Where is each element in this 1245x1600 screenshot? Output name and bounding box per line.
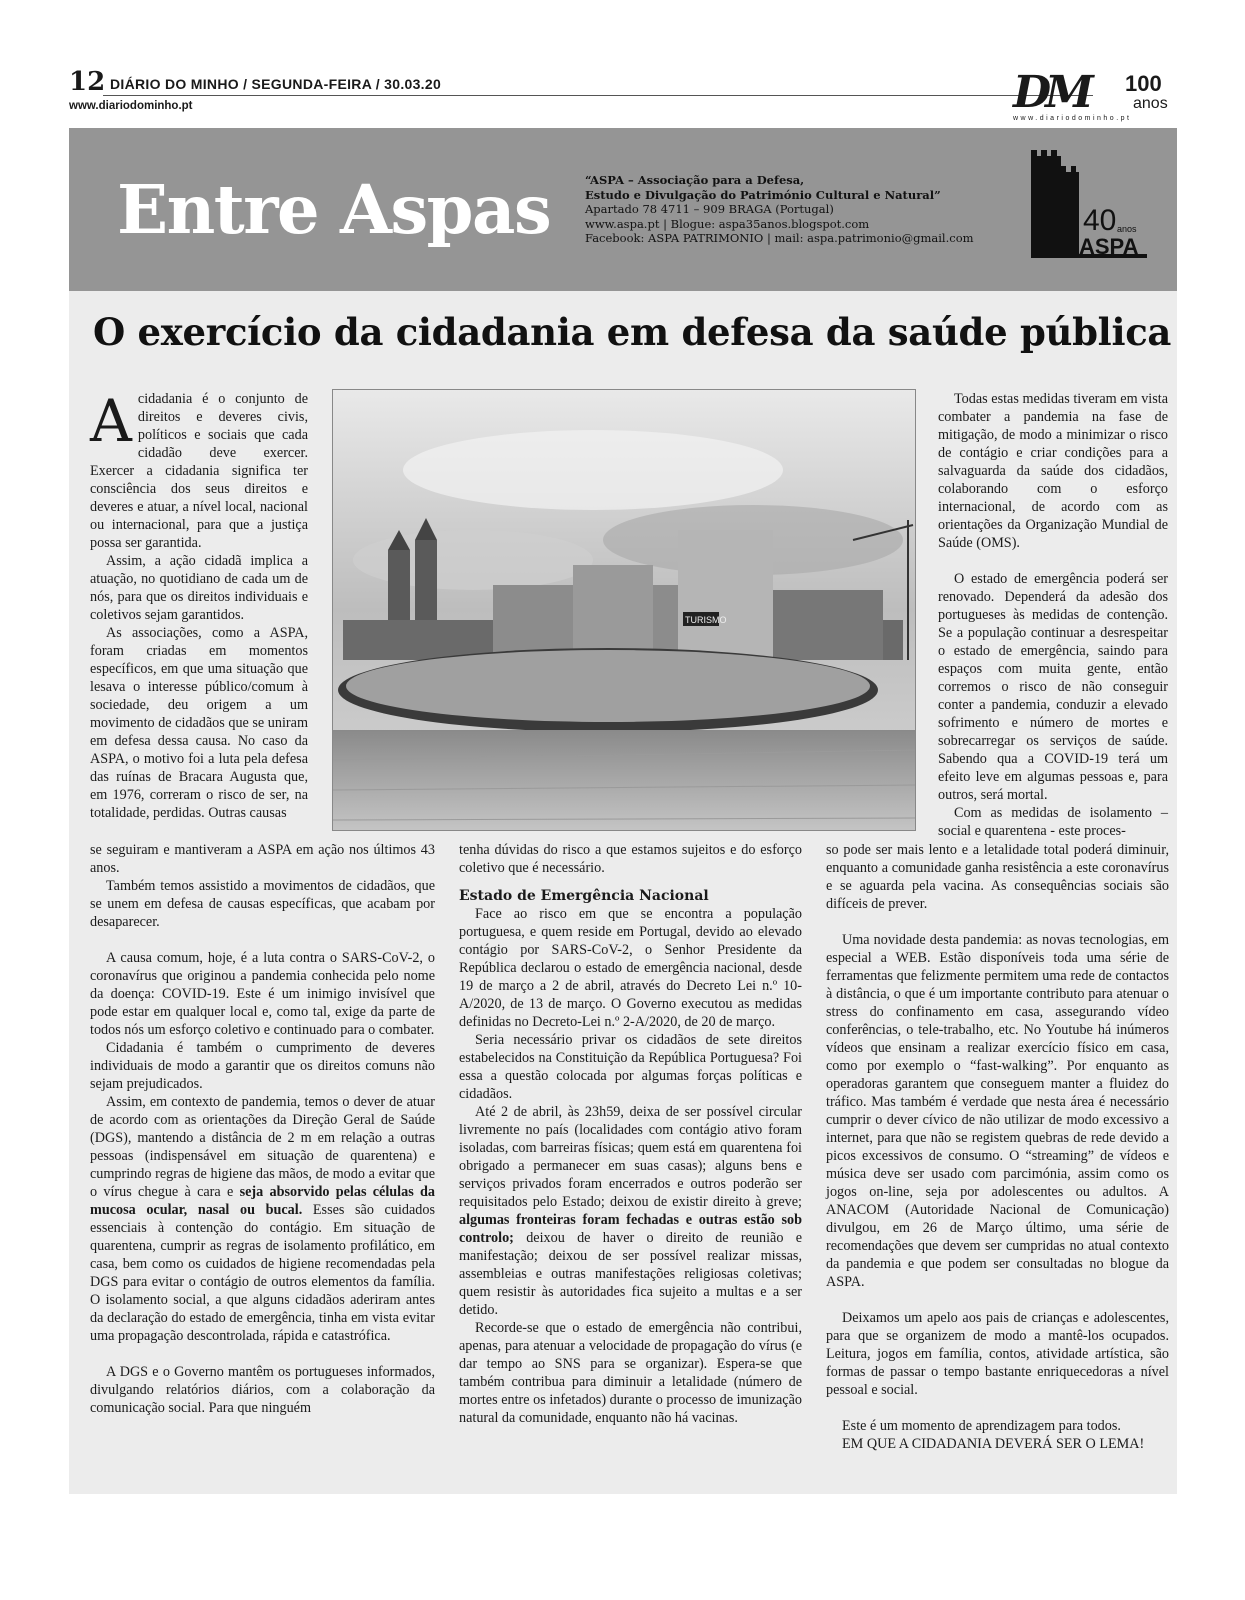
article-headline: O exercício da cidadania em defesa da saúde pública: [93, 310, 1172, 354]
aspa-logo: [1029, 148, 1149, 266]
drop-cap: A: [90, 387, 132, 455]
paragraph: Também temos assistido a movimentos de cidadãos, que se unem em defesa de causas específicas, que acabam por desaparecer.: [90, 878, 435, 930]
bold-phrase: algumas fronteiras foram fechadas e outras estão sob controlo;: [459, 1212, 802, 1246]
badge-number: 40: [1083, 204, 1117, 237]
paragraph: so pode ser mais lento e a letalidade total poderá diminuir, enquanto a comunidade ganha resistência a este coronavírus e se aguarda pela vacina. As consequências sociais são difíceis de prever.: [826, 842, 1169, 912]
paragraph-text: Assim, em contexto de pandemia, temos o dever de atuar de acordo com as orientações da Direção Geral de Saúde (DGS), mantendo a distância de 2 m em relação a outras pessoas (indispensável em situação de quarentena) e cumprindo regras de higiene das mãos, de modo a evitar que o vírus chegue à cara e: [90, 1094, 435, 1200]
page-number: 12: [69, 67, 106, 97]
badge-name: ASPA: [1079, 234, 1139, 259]
paragraph: Cidadania é também o cumprimento de deveres individuais de modo a garantir que os direitos comuns não sejam prejudicados.: [90, 1040, 435, 1092]
city-square-photo: [333, 390, 915, 830]
paragraph: Todas estas medidas tiveram em vista combater a pandemia na fase de mitigação, de modo a minimizar o risco de contágio e criar condições para a salvaguarda da saúde dos cidadãos, colaborando com o esforço internacional, de acordo com as orientações da Organização Mundial de Saúde (OMS).: [938, 391, 1168, 551]
badge-anos: anos: [1117, 224, 1137, 234]
closing-line: EM QUE A CIDADANIA DEVERÁ SER O LEMA!: [842, 1436, 1145, 1452]
article-frame: [69, 128, 1177, 1494]
paragraph: A DGS e o Governo mantêm os portugueses informados, divulgando relatórios diários, com a colaboração da comunicação social. Para que ninguém: [90, 1364, 435, 1416]
publication-name: DIÁRIO DO MINHO /: [110, 76, 248, 92]
paragraph: Uma novidade desta pandemia: as novas tecnologias, em especial a WEB. Estão disponíveis toda uma série de ferramentas que felizmente permitem uma rede de contactos à distância, o que é um importante contributo para atenuar o stress do confinamento em casa, assegurando vídeo conferências, o tele-trabalho, etc. No Youtube há inúmeros vídeos que ensinam a realizar exercício físico em casa, como por exemplo o “fast-walking”. Por enquanto as operadoras garantem que conseguem manter a fluidez do tráfico. Mas também é verdade que nesta área é necessário cumprir o dever cívico de não utilizar de modo excessivo a internet, para que não se registem quebras de rede devido a picos excessivos de consumo. O “streaming” de vídeos e música deve ser usado com parcimónia, assim como os jogos on-line, seja por adolescentes ou adultos. A ANACOM (Autoridade Nacional de Comunicação) divulgou, em 26 de Março último, uma série de recomendações que devem ser cumpridas no atual contexto da pandemia e que podem ser consultadas no blogue da ASPA.: [826, 932, 1169, 1290]
article-photo: [332, 389, 916, 831]
paragraph: [459, 1103, 802, 1319]
column-2: [459, 841, 802, 1427]
paragraph: O estado de emergência poderá ser renovado. Dependerá da adesão dos portugueses às medidas de contenção. Se a população continuar a desrespeitar o estado de emergência, saindo para espaços com muita gente, então corremos o risco de não conseguir conter a pandemia, conduzir a elevado sofrimento e número de mortes e sobrecarregar os serviços de saúde. Sabendo qua a COVID-19 terá um efeito leve em algumas pessoas e, para outros, será mortal.: [938, 571, 1168, 803]
org-web[interactable]: www.aspa.pt | Blogue: aspa35anos.blogspot.com: [585, 216, 870, 231]
section-title: Entre Aspas: [117, 170, 551, 249]
paragraph: As associações, como a ASPA, foram criadas em momentos específicos, em que uma situação que lesava o interesse público/comum à sociedade, deu origem a um movimento de cidadãos que se uniram em defesa dessa causa. No caso da ASPA, o motivo foi a luta pela defesa das ruínas de Bracara Augusta que, em 1976, correram o risco de ser, na totalidade, perdidas. Outras causas: [90, 625, 308, 821]
paragraph: Este é um momento de aprendizagem para todos.: [842, 1418, 1121, 1434]
paragraph: Assim, a ação cidadã implica a atuação, no quotidiano de cada um de nós, para que os direitos individuais e coletivos sejam garantidos.: [90, 553, 308, 623]
section-banner: [69, 128, 1177, 291]
paragraph: Recorde-se que o estado de emergência não contribui, apenas, para atenuar a velocidade de propagação do vírus (e dar tempo ao SNS para se organizar). Espera-se que também contribua para diminuir a letalidade (número de mortes entre os infetados) durante o processo de imunização natural da comunidade, enquanto não há vacinas.: [459, 1320, 802, 1426]
org-info: [585, 173, 974, 246]
logo-anos: anos: [1133, 95, 1168, 112]
paragraph: Seria necessário privar os cidadãos de sete direitos estabelecidos na Constituição da República Portuguesa? Foi essa a questão colocada por algumas forças políticas e cidadãos.: [459, 1032, 802, 1102]
masthead: [69, 67, 1179, 122]
paragraph: A causa comum, hoje, é a luta contra o SARS-CoV-2, o coronavírus que originou a pandemia conhecida pelo nome da doença: COVID-19. Este é um inimigo invisível que pode estar em qualquer local e, como tal, exige da parte de todos nós um esforço coletivo e continuado para o combater.: [90, 950, 435, 1038]
org-name-line2: Estudo e Divulgação do Património Cultural e Natural”: [585, 187, 941, 202]
column-3-top: [938, 390, 1168, 840]
aspa-tower-icon: [1029, 148, 1149, 266]
website-url[interactable]: www.diariodominho.pt: [69, 100, 193, 112]
logo-url: www.diariodominho.pt: [1013, 115, 1132, 122]
org-social[interactable]: Facebook: ASPA PATRIMONIO | mail: aspa.patrimonio@gmail.com: [585, 231, 974, 245]
publication-line: [110, 76, 441, 92]
column-1-top: [90, 387, 308, 822]
paragraph-text: Esses são cuidados essenciais à contenção do contágio. Em situação de quarentena, cumprir as regras de isolamento profilático, em casa, bem como os cuidados de higiene recomendadas pela DGS para evitar o contágio de outros elementos da família. O isolamento social, a que alguns cidadãos aderiram antes da declaração do estado de emergência, tinha em vista evitar uma propagação descontrolada, rápida e catastrófica.: [90, 1202, 435, 1344]
issue-date: SEGUNDA-FEIRA / 30.03.20: [251, 76, 442, 92]
photo-sign: TURISMO: [685, 615, 727, 625]
bold-phrase: seja absorvido pelas células da mucosa ocular, nasal ou bucal.: [90, 1184, 436, 1218]
column-3-bottom: [826, 841, 1169, 1453]
masthead-rule: [103, 95, 1093, 96]
paragraph: Deixamos um apelo aos pais de crianças e adolescentes, para que se organizem de modo a mantê-los ocupados. Leitura, jogos em família, contos, atividade artística, são formas de passar o tempo bastante enriquecedoras a nível pessoal e social.: [826, 1310, 1169, 1398]
paragraph: se seguiram e mantiveram a ASPA em ação nos últimos 43 anos.: [90, 842, 435, 876]
org-name-line1: “ASPA – Associação para a Defesa,: [585, 173, 805, 187]
paragraph: Face ao risco em que se encontra a população portuguesa, e quem reside em Portugal, devido ao elevado contágio por SARS-CoV-2, o Senhor Presidente da República declarou o estado de emergência nacional, desde 19 de março a 2 de abril, através do Decreto Lei n.º 10-A/2020, de 13 de março. O Governo executou as medidas definidas no Decreto-Lei n.º 2-A/2020, de 20 de março.: [459, 906, 802, 1030]
paragraph: cidadania é o conjunto de direitos e deveres civis, políticos e sociais que cada cidadão deve exercer. Exercer a cidadania significa ter consciência dos seus direitos e deveres e atuar, a nível local, nacional ou internacional, para que a justiça possa ser garantida.: [90, 391, 308, 551]
column-1-bottom: [90, 841, 435, 1417]
org-address: Apartado 78 4711 – 909 BRAGA (Portugal): [585, 202, 834, 216]
logo-letters: DM: [1013, 67, 1088, 118]
subheading: Estado de Emergência Nacional: [459, 888, 709, 904]
newspaper-logo: [1009, 67, 1179, 127]
paragraph-text: Até 2 de abril, às 23h59, deixa de ser possível circular livremente no país (localidades com contágio ativo foram isoladas, com barreiras físicas; quem está em quarentena foi obrigado a permanecer em suas casas); alguns bens e serviços privados foram encerrados e outros poderão ser requisitados pelo Estado; deixou de existir direito à greve;: [459, 1104, 802, 1210]
paragraph-text: deixou de haver o direito de reunião e manifestação; deixou de ser possível realizar missas, assembleias e outras manifestações religiosas coletivas; quem resistir às autoridades fica sujeito a multas e a ser detido.: [459, 1230, 802, 1318]
paragraph: [90, 1093, 435, 1345]
paragraph: Com as medidas de isolamento – social e quarentena - este proces-: [938, 805, 1168, 839]
logo-number: 100: [1125, 71, 1162, 96]
paragraph: tenha dúvidas do risco a que estamos sujeitos e do esforço coletivo que é necessário.: [459, 842, 802, 876]
